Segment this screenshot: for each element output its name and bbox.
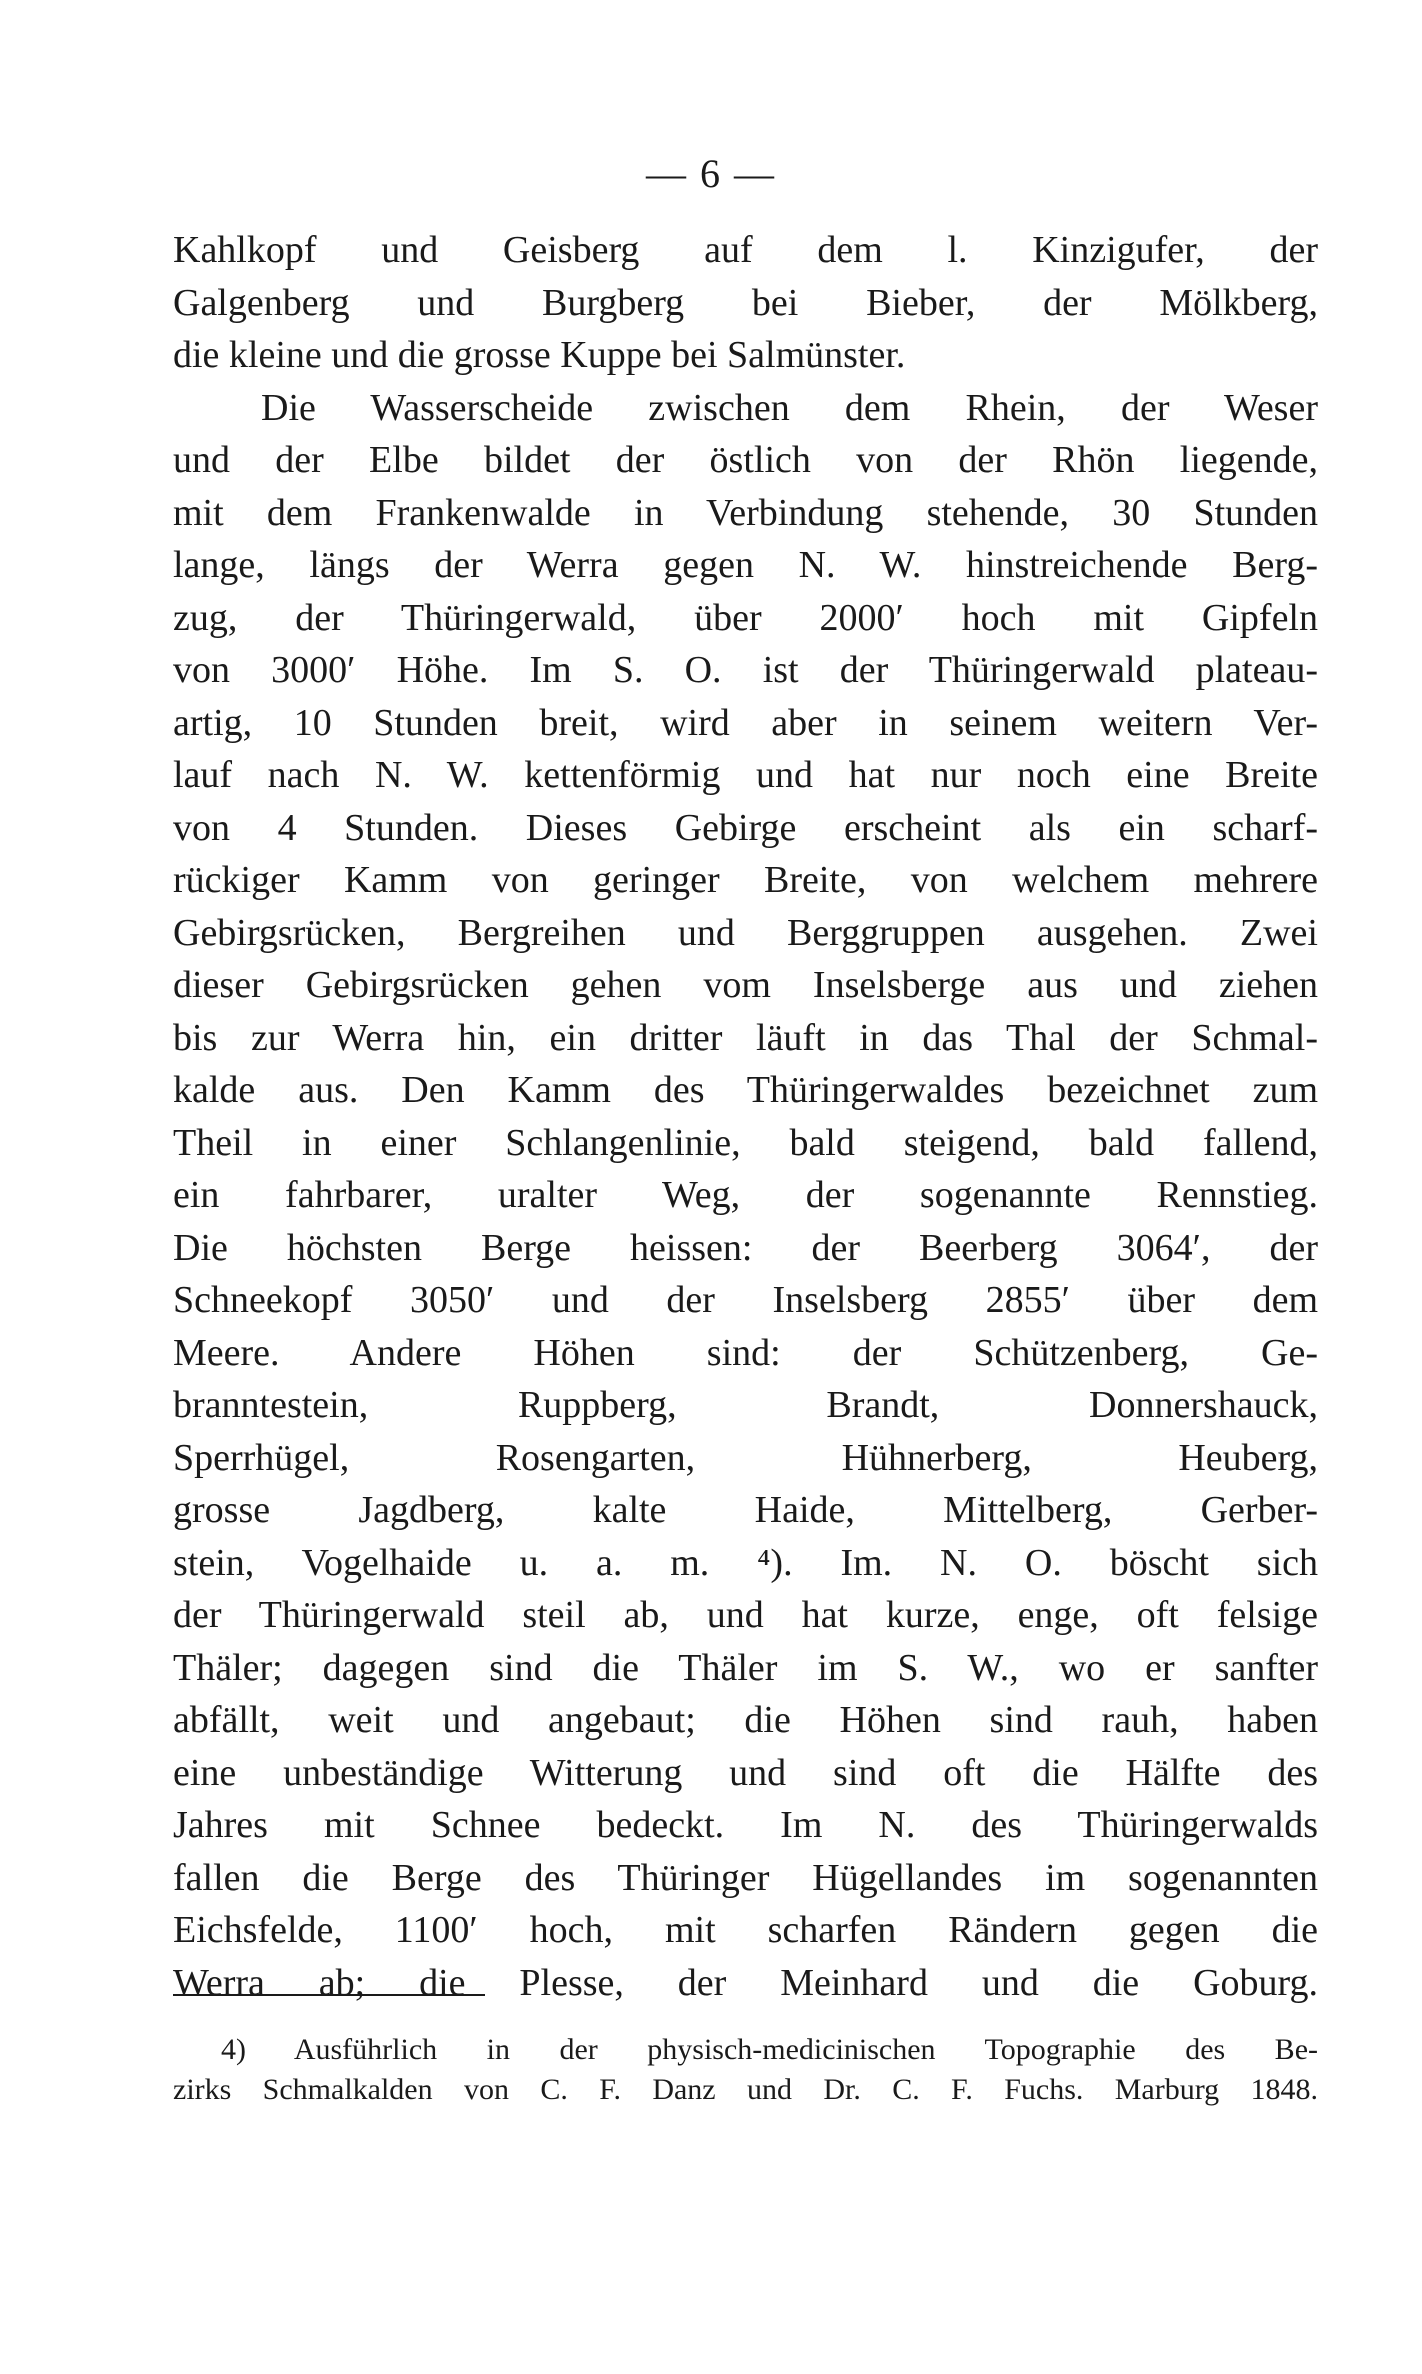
text-line: Schneekopf 3050′ und der Inselsberg 2855′ über dem [173, 1279, 1318, 1321]
text-line: Kahlkopf und Geisberg auf dem l. Kinzigufer, der [173, 229, 1318, 271]
text-line: Theil in einer Schlangenlinie, bald steigend, bald fallend, [173, 1121, 1318, 1164]
text-line: dieser Gebirgsrücken gehen vom Inselsberge aus und ziehen [173, 964, 1318, 1006]
text-line: und der Elbe bildet der östlich von der Rhön liegende, [173, 439, 1318, 481]
text-line: von 3000′ Höhe. Im S. O. ist der Thüringerwald plateau- [173, 649, 1318, 691]
text-line: Galgenberg und Burgberg bei Bieber, der Mölkberg, [173, 281, 1318, 324]
text-line: von 4 Stunden. Dieses Gebirge erscheint als ein scharf- [173, 806, 1318, 849]
text-line: artig, 10 Stunden breit, wird aber in seinem weitern Ver- [173, 701, 1318, 744]
text-line: rückiger Kamm von geringer Breite, von welchem mehrere [173, 859, 1318, 901]
text-line: Eichsfelde, 1100′ hoch, mit scharfen Rändern gegen die [173, 1909, 1318, 1951]
page-number-header: — 6 — [646, 151, 776, 196]
text-line: branntestein, Ruppberg, Brandt, Donnershauck, [173, 1384, 1318, 1426]
text-line: stein, Vogelhaide u. a. m. ⁴). Im. N. O. böscht sich [173, 1541, 1318, 1584]
footnote-line: 4) Ausführlich in der physisch-medicinischen Topographie des Be- [221, 2033, 1318, 2066]
text-line: Meere. Andere Höhen sind: der Schützenberg, Ge- [173, 1331, 1318, 1374]
text-line: Jahres mit Schnee bedeckt. Im N. des Thüringerwalds [173, 1804, 1318, 1846]
text-line: kalde aus. Den Kamm des Thüringerwaldes bezeichnet zum [173, 1069, 1318, 1111]
text-line: grosse Jagdberg, kalte Haide, Mittelberg, Gerber- [173, 1489, 1318, 1531]
text-line: lauf nach N. W. kettenförmig und hat nur noch eine Breite [173, 754, 1318, 796]
footnotes [173, 2030, 1318, 2110]
text-line: abfällt, weit und angebaut; die Höhen sind rauh, haben [173, 1699, 1318, 1741]
body-text [173, 224, 1318, 2009]
text-line: Werra ab; die Plesse, der Meinhard und die Goburg. [173, 1961, 1318, 2004]
text-line: bis zur Werra hin, ein dritter läuft in das Thal der Schmal- [173, 1016, 1318, 1059]
text-line: der Thüringerwald steil ab, und hat kurze, enge, oft felsige [173, 1594, 1318, 1636]
text-line: mit dem Frankenwalde in Verbindung stehende, 30 Stunden [173, 491, 1318, 534]
text-line: Sperrhügel, Rosengarten, Hühnerberg, Heuberg, [173, 1436, 1318, 1479]
footnote-divider [173, 1994, 485, 1996]
text-line: zug, der Thüringerwald, über 2000′ hoch mit Gipfeln [173, 596, 1318, 639]
text-line: eine unbeständige Witterung und sind oft die Hälfte des [173, 1751, 1318, 1794]
text-line: lange, längs der Werra gegen N. W. hinstreichende Berg- [173, 544, 1318, 586]
text-line: die kleine und die grosse Kuppe bei Salmünster. [173, 334, 906, 376]
text-line: Die höchsten Berge heissen: der Beerberg 3064′, der [173, 1226, 1318, 1269]
text-line: Die Wasserscheide zwischen dem Rhein, der Weser [261, 386, 1318, 429]
text-line: ein fahrbarer, uralter Weg, der sogenannte Rennstieg. [173, 1174, 1318, 1216]
text-line: Thäler; dagegen sind die Thäler im S. W., wo er sanfter [173, 1646, 1318, 1689]
text-line: fallen die Berge des Thüringer Hügellandes im sogenannten [173, 1856, 1318, 1899]
text-line: Gebirgsrücken, Bergreihen und Berggruppen ausgehen. Zwei [173, 911, 1318, 954]
footnote-line: zirks Schmalkalden von C. F. Danz und Dr. C. F. Fuchs. Marburg 1848. [173, 2073, 1318, 2106]
